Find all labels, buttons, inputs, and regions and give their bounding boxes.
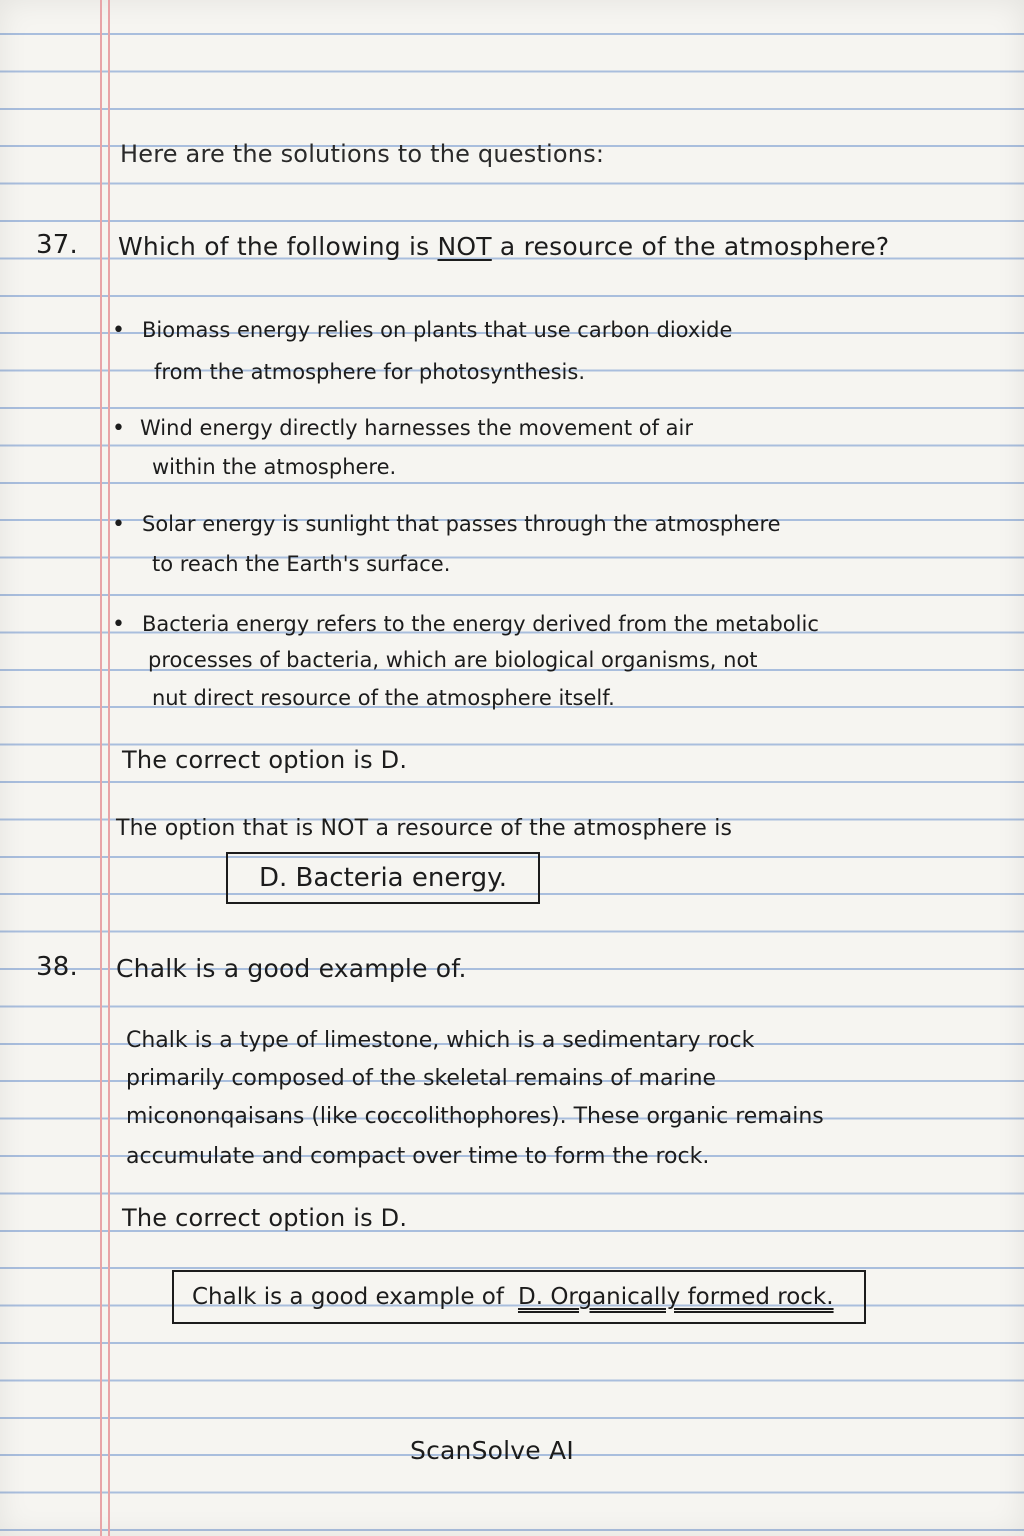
bullet-wind-line-2: within the atmosphere. — [152, 455, 397, 479]
question-38-text: Chalk is a good example of. — [116, 954, 467, 983]
bullet-wind-line-1: Wind energy directly harnesses the movement of air — [140, 416, 694, 440]
question-37-text-not: NOT — [437, 232, 492, 261]
question-38-explanation-line-3: micononqaisans (like coccolithophores). These organic remains — [126, 1104, 824, 1129]
bullet-biomass-line-1: Biomass energy relies on plants that use carbon dioxide — [142, 318, 733, 342]
question-37-text — [118, 232, 889, 261]
bullet-solar-line-1: Solar energy is sunlight that passes through the atmosphere — [142, 512, 781, 536]
bullet-bacteria-line-2: processes of bacteria, which are biological organisms, not — [148, 648, 758, 672]
question-38-explanation-line-4: accumulate and compact over time to form the rock. — [126, 1144, 710, 1169]
question-38-explanation-line-2: primarily composed of the skeletal remains of marine — [126, 1066, 717, 1091]
bullet-dot: • — [112, 318, 125, 343]
bullet-bacteria-line-1: Bacteria energy refers to the energy derived from the metabolic — [142, 612, 819, 636]
question-38-correct-option: The correct option is D. — [122, 1204, 408, 1232]
question-38-answer-box-prefix: Chalk is a good example of — [192, 1284, 504, 1310]
bullet-biomass-line-2: from the atmosphere for photosynthesis. — [154, 360, 586, 384]
question-37-number: 37. — [36, 230, 78, 260]
question-37-answer-sentence: The option that is NOT a resource of the atmosphere is — [116, 816, 733, 841]
question-37-answer-box: D. Bacteria energy. — [226, 852, 540, 904]
bullet-dot: • — [112, 416, 125, 441]
question-38-explanation-line-1: Chalk is a type of limestone, which is a sedimentary rock — [126, 1028, 755, 1053]
question-38-answer-box-answer: D. Organically formed rock. — [517, 1284, 834, 1310]
question-38-number: 38. — [36, 952, 78, 982]
footer-brand: ScanSolve AI — [410, 1436, 574, 1465]
bullet-bacteria-line-3: nut direct resource of the atmosphere itself. — [152, 686, 615, 710]
bullet-dot: • — [112, 612, 125, 637]
bullet-solar-line-2: to reach the Earth's surface. — [152, 552, 451, 576]
intro-text: Here are the solutions to the questions: — [120, 140, 605, 168]
margin-line — [100, 0, 110, 1536]
question-37-text-pre: Which of the following is — [118, 232, 438, 261]
bullet-dot: • — [112, 512, 125, 537]
question-37-correct-option: The correct option is D. — [122, 746, 408, 774]
question-38-answer-box — [172, 1270, 866, 1324]
question-37-text-post: a resource of the atmosphere? — [491, 232, 890, 261]
